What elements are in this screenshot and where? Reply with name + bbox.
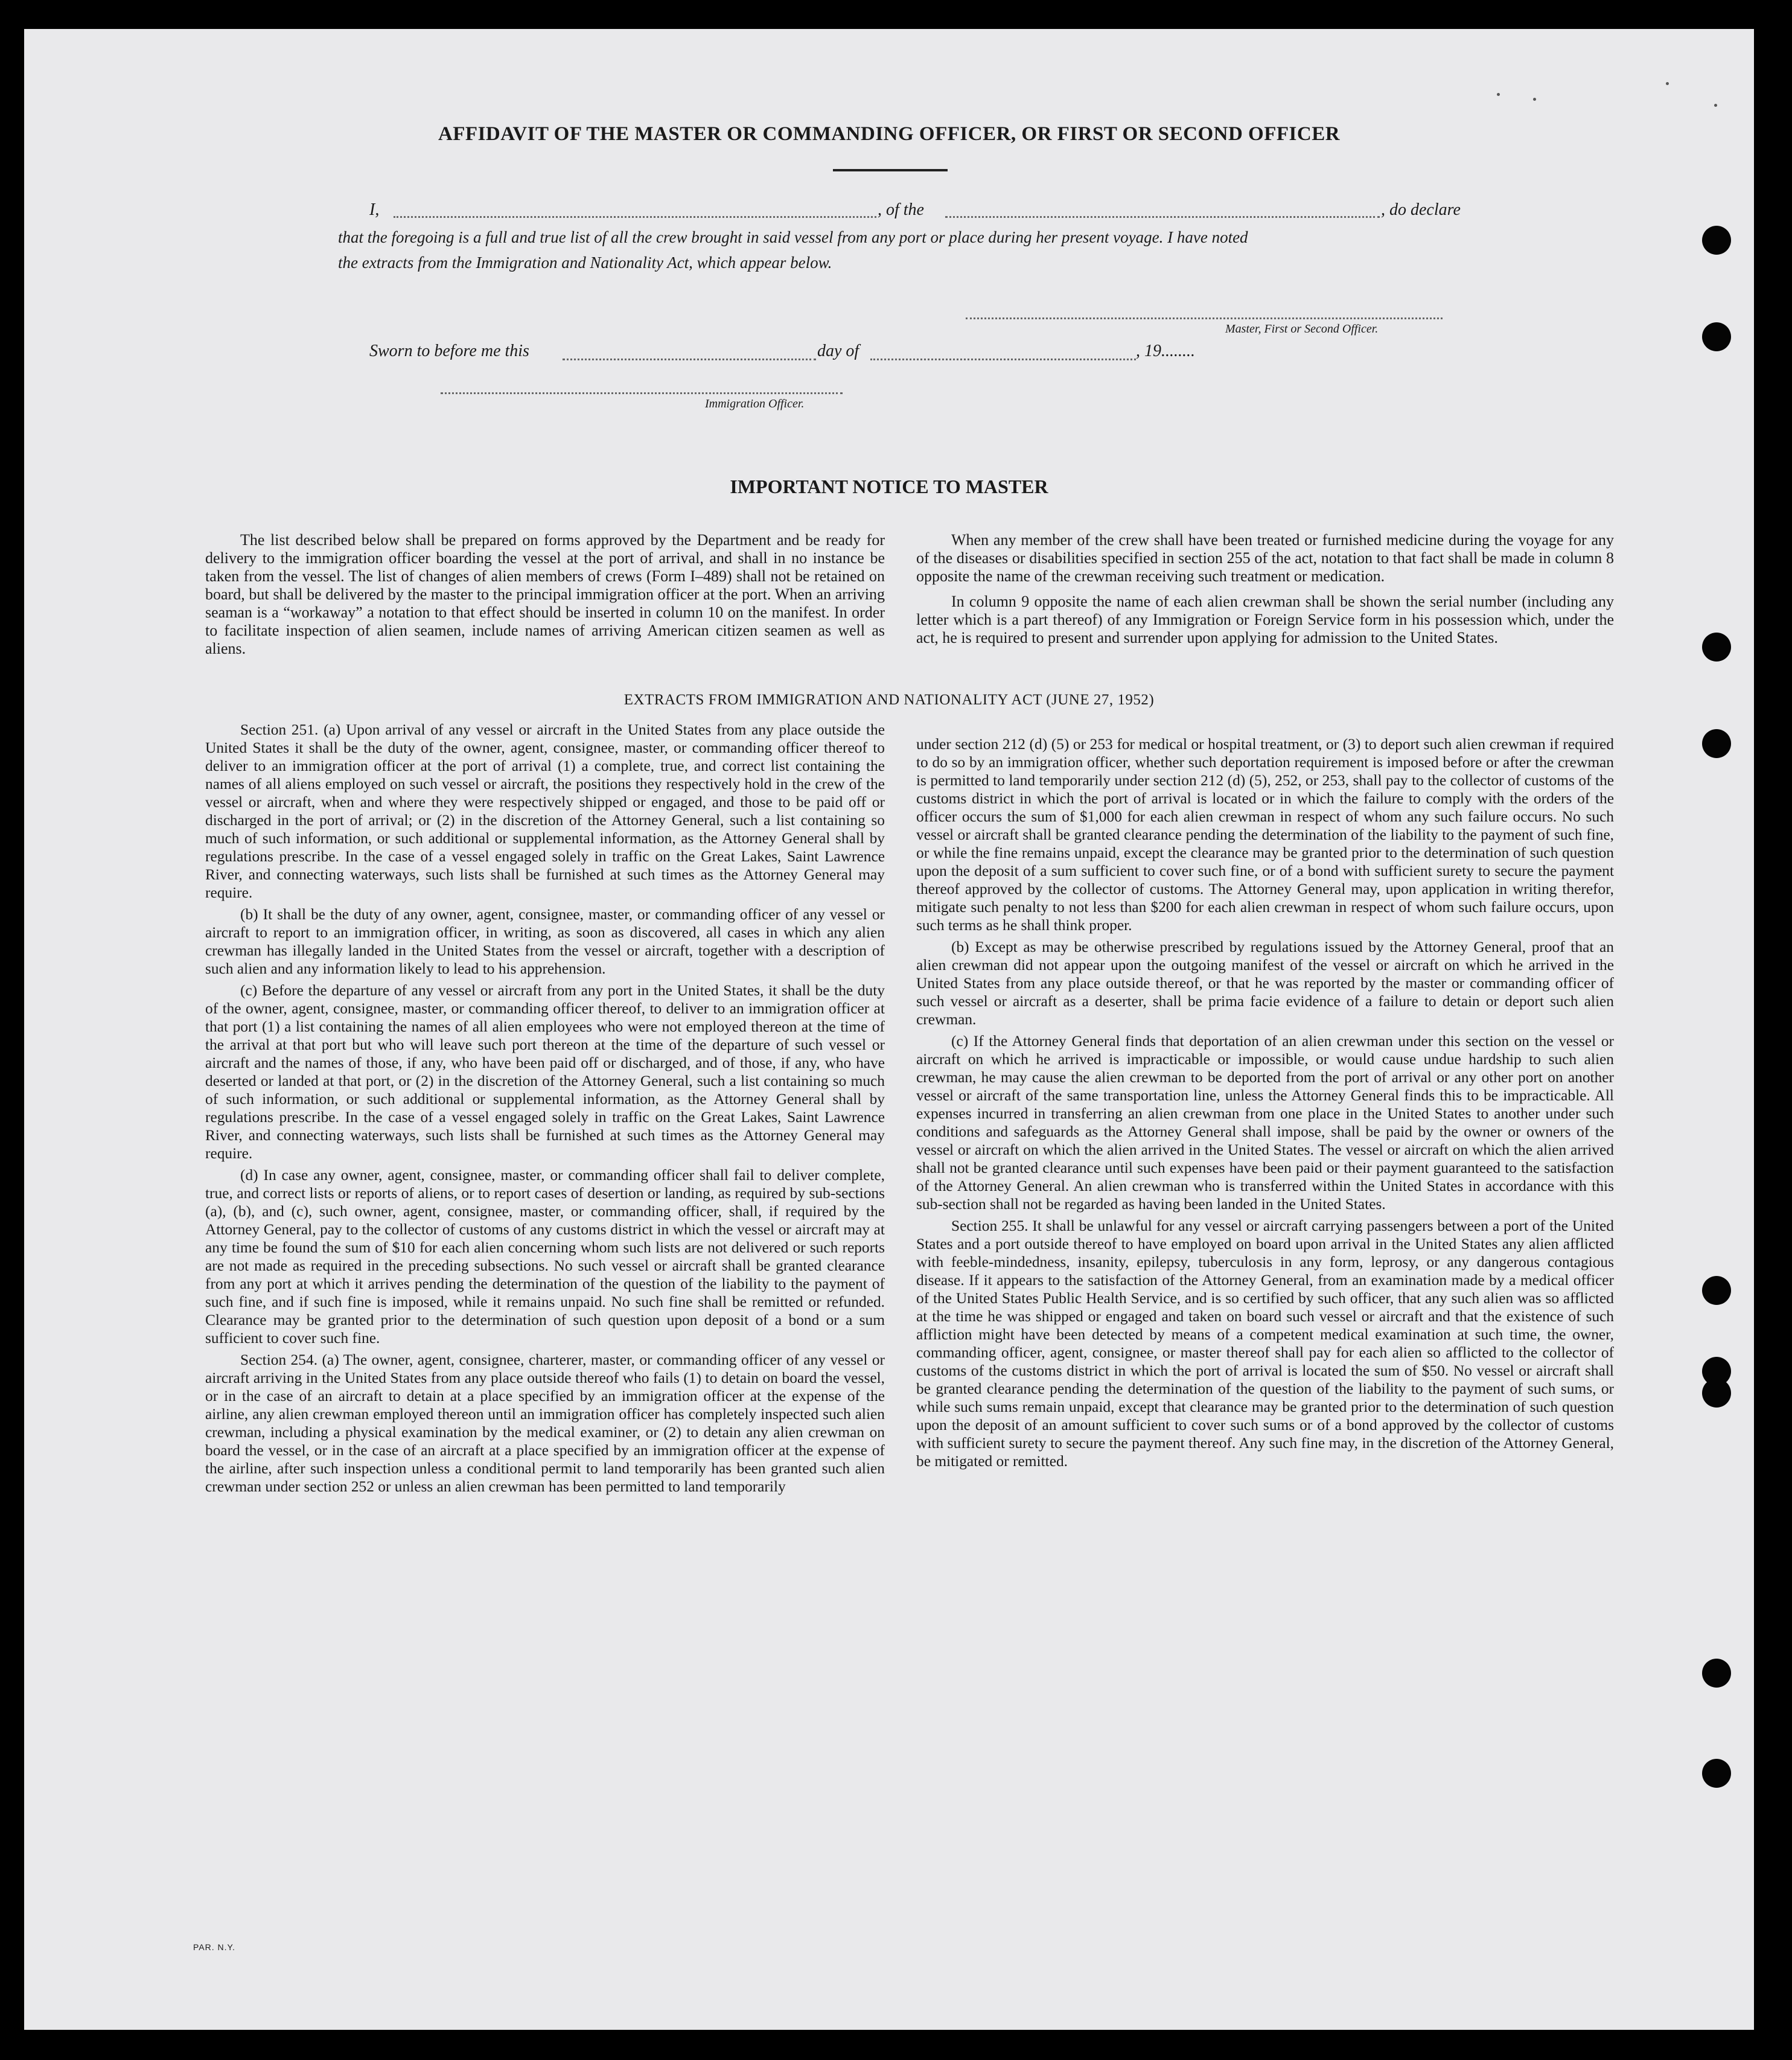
notice-left-column [205, 531, 885, 665]
sworn-month-field[interactable] [870, 359, 1136, 360]
master-signature-field[interactable] [966, 317, 1443, 319]
extracts-left-column [205, 721, 885, 1499]
punch-hole [1702, 633, 1731, 662]
notice-right-paragraph-2: In column 9 opposite the name of each alien crewman shall be shown the serial number (including any letter which is a part thereof) of any Immigration or Foreign Service form in his possession which, under the act, he is required to present and surrender upon applying for admission to the United States. [916, 593, 1614, 646]
sworn-day-field[interactable] [563, 359, 816, 360]
extracts-right-column [916, 735, 1614, 1474]
notice-title: IMPORTANT NOTICE TO MASTER [730, 476, 1048, 497]
i-label: I, [369, 200, 380, 219]
day-of-label: day of [817, 342, 859, 360]
immigration-officer-caption: Immigration Officer. [705, 397, 805, 410]
sworn-label: Sworn to before me this [369, 342, 529, 360]
section-251-c: (c) Before the departure of any vessel or aircraft from any port in the United States, it shall be the duty of the owner, agent, consignee, master, or commanding officer thereof, to deliver to an immigration officer at that port (1) a list containing the names of all alien employees who were not employed thereon at the time of the arrival at that port but who will leave such port thereon at the time of the departure of such vessel or aircraft and the names of those, if any, who have been paid off or discharged, and of those, if any, who have deserted or landed at that port, or (2) in the discretion of the Attorney General, such a list containing so much of such information, or such additional or supplemental information, as the Attorney General shall by regulations prescribe. In the case of a vessel engaged solely in traffic on the Great Lakes, Saint Lawrence River, and connecting waterways, such lists shall be furnished at such times as the Attorney General may require. [205, 982, 885, 1162]
printer-mark: PAR. N.Y. [193, 1942, 235, 1952]
year-label: , 19........ [1136, 342, 1195, 360]
do-declare-label: , do declare [1381, 200, 1461, 219]
section-251-d: (d) In case any owner, agent, consignee, master, or commanding officer shall fail to deliver complete, true, and correct lists or reports of aliens, or to report cases of desertion or landing, as required by sub-sections (a), (b), and (c), such owner, agent, consignee, master, or commanding officer, shall, if required by the Attorney General, pay to the collector of customs of any customs district in which the vessel or aircraft may at any time be found the sum of $10 for each alien concerning whom such lists are not delivered or such reports are not made as required in the preceding subsections. No such vessel or aircraft shall be granted clearance from any port at which it arrives pending the determination of the question of the liability to the payment of such fine, and if such fine is imposed, while it remains unpaid. No such fine shall be remitted or refunded. Clearance may be granted prior to the determination of such question upon deposit of a bond or a sum sufficient to cover such fine. [205, 1167, 885, 1347]
notice-right-paragraph-1: When any member of the crew shall have been treated or furnished medicine during the voyage for any of the diseases or disabilities specified in section 255 of the act, notation to that fact shall be made in column 8 opposite the name of the crewman receiving such treatment or medication. [916, 531, 1614, 585]
immigration-officer-signature-field[interactable] [441, 392, 843, 394]
punch-hole [1702, 729, 1731, 758]
punch-hole [1702, 322, 1731, 351]
vessel-field[interactable] [945, 216, 1380, 218]
section-254-b: (b) Except as may be otherwise prescribed by regulations issued by the Attorney General, proof that an alien crewman did not appear upon the outgoing manifest of the vessel or aircraft on which he arrived in the United States from any place outside thereof, or that he was reported by the master or commanding officer of such vessel or aircraft as a deserter, shall be prima facie evidence of a failure to detain or deport such alien crewman. [916, 939, 1614, 1028]
of-the-label: , of the [878, 200, 924, 219]
punch-hole [1702, 1659, 1731, 1688]
notice-left-paragraph: The list described below shall be prepared on forms approved by the Department and be ready for delivery to the immigration officer boarding the vessel at the port of arrival, and shall in no instance be taken from the vessel. The list of changes of alien members of crews (Form I–489) shall not be retained on board, but shall be delivered by the master to the principal immigration officer at the port. When an arriving seaman is a “workaway” a notation to that effect should be inserted in column 10 on the manifest. In order to facilitate inspection of alien seamen, include names of arriving American citizen seamen as well as aliens. [205, 531, 885, 657]
affidavit-title: AFFIDAVIT OF THE MASTER OR COMMANDING OFFICER, OR FIRST OR SECOND OFFICER [438, 123, 1341, 145]
section-254-a: Section 254. (a) The owner, agent, consignee, charterer, master, or commanding officer of any vessel or aircraft arriving in the United States from any place outside thereof who fails (1) to detain on board the vessel, or in the case of an aircraft to detain at a place specified by an immigration officer at the expense of the airline, any alien crewman employed thereon until an immigration officer has completely inspected such alien crewman, including a physical examination by the medical examiner, or (2) to detain any alien crewman on board the vessel, or in the case of an aircraft at a place specified by an immigration officer at the expense of the airline, after such inspection unless a conditional permit to land temporarily has been granted such alien crewman under section 252 or unless an alien crewman has been permitted to land temporarily [205, 1351, 885, 1495]
master-caption: Master, First or Second Officer. [1225, 322, 1379, 336]
speck [1714, 104, 1717, 107]
section-254-a-continued: under section 212 (d) (5) or 253 for medical or hospital treatment, or (3) to deport such alien crewman if required to do so by an immigration officer, whether such deportation requirement is imposed before or after the crewman is permitted to land temporarily under section 212 (d) (5), 252, or 253, shall pay to the collector of customs of the customs district in which the port of arrival is located or in which the failure to comply with the orders of the officer occurs the sum of $1,000 for each alien crewman in respect of whom any such failure occurs. No such vessel or aircraft shall be granted clearance pending the determination of the liability to the payment of such fine, or while the fine remains unpaid, except the clearance may be granted prior to the determination of such question upon the deposit of a sum sufficient to cover such fine, or of a bond with sufficient surety to secure the payment thereof approved by the collector of customs. The Attorney General may, upon application in writing therefor, mitigate such penalty to not less than $200 for each alien crewman in respect of whom such failure occurs, upon such terms as he shall think proper. [916, 736, 1614, 934]
speck [1666, 82, 1669, 85]
punch-hole [1702, 226, 1731, 255]
punch-hole [1702, 1276, 1731, 1305]
speck [1533, 98, 1536, 101]
punch-hole [1702, 1759, 1731, 1788]
statement-line-2: the extracts from the Immigration and Nationality Act, which appear below. [338, 254, 832, 272]
document-page [24, 29, 1754, 2030]
statement-line-1: that the foregoing is a full and true list of all the crew brought in said vessel from any port or place during her present voyage. I have noted [338, 228, 1248, 246]
section-251-b: (b) It shall be the duty of any owner, agent, consignee, master, or commanding officer of any vessel or aircraft to report to an immigration officer, in writing, as soon as discovered, all cases in which any alien crewman has illegally landed in the United States from the vessel or aircraft, together with a description of such alien and any information likely to lead to his apprehension. [205, 906, 885, 977]
speck [1497, 93, 1500, 96]
extracts-title: EXTRACTS FROM IMMIGRATION AND NATIONALITY ACT (JUNE 27, 1952) [623, 692, 1155, 708]
section-255: Section 255. It shall be unlawful for any vessel or aircraft carrying passengers between a port of the United States and a port outside thereof to have employed on board upon arrival in the United States any alien afflicted with feeble-mindedness, insanity, epilepsy, tuberculosis in any form, leprosy, or any dangerous contagious disease. If it appears to the satisfaction of the Attorney General, from an examination made by a medical officer of the United States Public Health Service, and is so certified by such officer, that any such alien was so afflicted at the time he was shipped or engaged and taken on board such vessel or aircraft and that the existence of such affliction might have been detected by means of a competent medical examination at such time, the owner, commanding officer, agent, consignee, or master thereof shall pay for each alien so afflicted to the collector of customs of the customs district in which the port of arrival is located the sum of $50. No vessel or aircraft shall be granted clearance pending the determination of the question of the liability to the payment of such sums, or while such sums remain unpaid, except that clearance may be granted prior to the determination of such question upon the deposit of an amount sufficient to cover such sums or of a bond approved by the collector of customs with sufficient surety to secure the payment thereof. Any such fine may, in the discretion of the Attorney General, be mitigated or remitted. [916, 1217, 1614, 1470]
punch-hole [1702, 1379, 1731, 1408]
section-254-c: (c) If the Attorney General finds that deportation of an alien crewman under this section on the vessel or aircraft on which he arrived is impracticable or impossible, or would cause undue hardship to such alien crewman, he may cause the alien crewman to be deported from the port of arrival or any other port on another vessel or aircraft of the same transportation line, unless the Attorney General finds this to be impracticable. All expenses incurred in transferring an alien crewman from one place in the United States to another under such conditions and safeguards as the Attorney General shall impose, shall be paid by the owner or owners of the vessel or aircraft on which the alien arrived in the United States. The vessel or aircraft on which the alien arrived shall not be granted clearance until such expenses have been paid or their payment guaranteed to the satisfaction of the Attorney General. An alien crewman who is transferred within the United States in accordance with this sub-section shall not be regarded as having been landed in the United States. [916, 1033, 1614, 1213]
title-rule [833, 169, 948, 171]
notice-right-column [916, 531, 1614, 654]
section-251-a: Section 251. (a) Upon arrival of any vessel or aircraft in the United States from any place outside the United States it shall be the duty of the owner, agent, consignee, master, or commanding officer thereof to deliver to an immigration officer at the port of arrival (1) a complete, true, and correct list containing the names of all aliens employed on such vessel or aircraft, the positions they respectively hold in the crew of the vessel or aircraft, when and where they were respectively shipped or engaged, and those to be paid off or discharged in the port of arrival; or (2) in the discretion of the Attorney General, such a list containing so much of such information, or such additional or supplemental information, as the Attorney General shall by regulations prescribe. In the case of a vessel engaged solely in traffic on the Great Lakes, Saint Lawrence River, and connecting waterways, such lists shall be furnished at such times as the Attorney General may require. [205, 721, 885, 901]
name-field[interactable] [394, 216, 876, 218]
